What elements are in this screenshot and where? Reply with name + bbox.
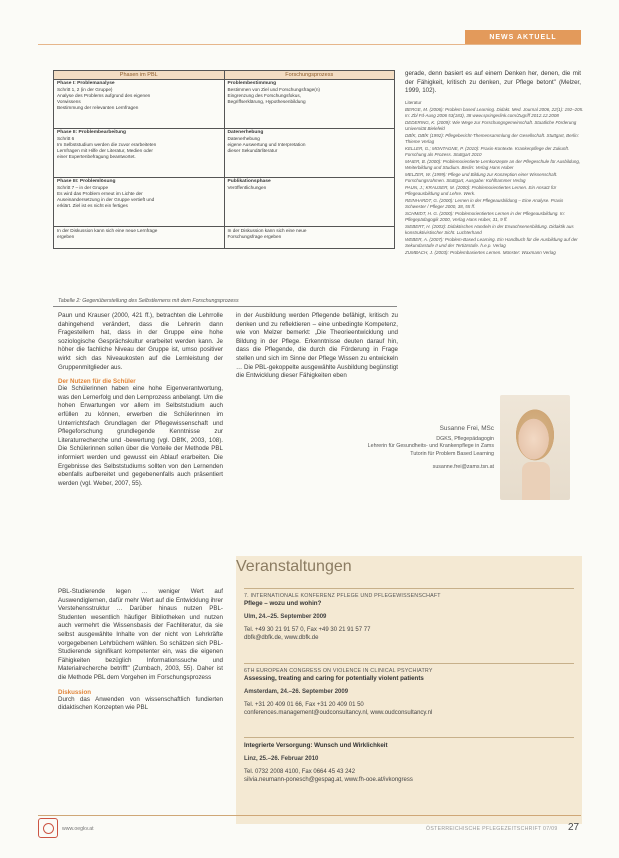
references-list <box>405 100 585 257</box>
table-row <box>54 227 395 249</box>
references-heading: Literatur <box>405 100 422 105</box>
event-item <box>244 668 574 717</box>
cell-title: Phase III: Problemlösung <box>57 179 116 184</box>
event-link[interactable]: dbfk@dbfk.de, www.dbfk.de <box>244 635 319 641</box>
reference-item: ZUMBACH, J. (2003): Problembasiertes Lernen. Münster: Waxmann Verlag <box>405 249 556 255</box>
section-heading: Diskussion <box>58 688 92 696</box>
event-subtitle: Assessing, treating and caring for potentially violent patients <box>244 675 424 682</box>
cell-line: In der Diskussion kann sich eine neue Lernfrage <box>57 228 158 233</box>
header-rule <box>38 44 581 45</box>
section-tag: NEWS AKTUELL <box>465 30 581 45</box>
table-col-header: Forschungsprozess <box>224 71 395 80</box>
cell-line: Lernfragen mit Hilfe der Literatur, Medien oder <box>57 148 153 154</box>
cell-line: ergeben <box>57 234 75 240</box>
events-divider <box>244 663 574 664</box>
cell-title: Problembestimmung <box>227 81 277 86</box>
cell-line: Bestimmen von Ziel und Forschungsfrage(n) <box>227 87 320 93</box>
footer-rule <box>38 815 581 816</box>
cell-title: Publikationsphase <box>227 179 271 184</box>
author-line: Lehrerin für Gesundheits- und Krankenpflege in Zams <box>367 443 494 450</box>
table-cell <box>54 178 225 227</box>
table-cell <box>224 80 395 129</box>
table-cell <box>54 80 225 129</box>
paragraph: Paun und Krauser (2000, 421 ff.), betrachten die Lehrrolle dahingehend verändert, dass die Lehrerin dann Fragestellern hat, dass in der Gruppe eine hohe soziologische Gesprächskultur erarbeitet werden kann. Je höher die fachliche Niveau der Gruppe ist, umso positiver wirkt sich das Niveaukosten auf die Lernleistung der Gruppenmitglieder aus. <box>58 312 223 371</box>
cell-line: erklärt. Ziel ist es nicht ein fertiges <box>57 203 128 209</box>
event-contact: Tel. +49 30 21 91 57 0, Fax +49 30 21 91 57 77 <box>244 627 371 633</box>
section-heading: Der Nutzen für die Schüler <box>58 378 136 386</box>
author-photo-shoulders <box>522 462 550 500</box>
event-contact: Tel. +31 20 409 01 66, Fax +31 20 409 01 50 <box>244 702 364 708</box>
cell-line: eigene Auswertung und Interpretation <box>227 142 306 148</box>
event-name: 7. INTERNATIONALE KONFERENZ PFLEGE UND PFLEGEWISSENSCHAFT <box>244 593 441 599</box>
reference-item: KELLER, G.; MONTAGNE, P. (2010): Praxis-Kontexte. Krankenpflege der Zukunft. Forschung als Prozess. Stuttgart 2010 <box>405 145 570 157</box>
event-subtitle: Pflege – wozu und wohin? <box>244 600 322 607</box>
event-name: 6TH EUROPEAN CONGRESS ON VIOLENCE IN CLINICAL PSYCHIATRY <box>244 668 433 674</box>
table-cell <box>54 227 225 249</box>
cell-line: dieser Sekundärliteratur <box>227 148 278 154</box>
events-title: Veranstaltungen <box>236 558 352 575</box>
table-cell <box>224 227 395 249</box>
event-date: Amsterdam, 24.–26. September 2009 <box>244 689 349 695</box>
reference-item: SCHMIDT, H. G. (2000): Problemorientiertes Lernen in der Pflegeausbildung. In: Pflegepädagogik 2000, Verlag Hans Huber, 31, 9 ff. <box>405 210 565 222</box>
event-item <box>244 593 574 642</box>
cell-line: Im Selbststudium werden die zuvor erarbeiteten <box>57 142 157 148</box>
cell-line: Veröffentlichungen <box>227 185 267 191</box>
table-caption: Tabelle 2: Gegenüberstellung des Selbstlernens mit dem Forschungsprozess <box>58 298 239 304</box>
table-cell <box>224 178 395 227</box>
paragraph: PBL-Studierende legen … weniger Wert auf Auswendiglernen, dafür mehr Wert auf die Entwicklung ihrer Verstehensstruktur … Darüber hinaus nutzen PBL-Studenten wesentlich häufiger Bibliotheken und nutzen auch vermehrt die Wissensbasis der Fachliteratur, da sie selbst ausgewählte Inhalte von der nicht von Lehrkräfte vorgegebenen Lehrbüchern wählen. So schätzen sich PBL-Studierende signifikant kompetenter ein, was die eigenen Fähigkeiten bezüglich Informationssuche und Materialrecherche betrifft" (Zumbach, 2003, 55). Daher ist die Methode PBL dem Vorgehen im Forschungsprozess <box>58 588 223 681</box>
caption-rule <box>53 306 397 307</box>
column-1 <box>58 312 223 488</box>
table-row <box>54 80 395 129</box>
paragraph: gerade, denn basiert es auf einem Denken her, denen, die mit der Fähigkeit, kritisch zu denken, zur Pflege betont" (Melzer, 1999, 102). <box>405 70 581 95</box>
event-date: Ulm, 24.–25. September 2009 <box>244 614 327 620</box>
event-link[interactable]: silvia.neumann-ponesch@gespag.at, www.fh-ooe.at/ivkongress <box>244 777 413 783</box>
column-3 <box>405 70 581 96</box>
page-number: 27 <box>568 822 580 833</box>
footer-url[interactable]: www.oegkv.at <box>62 826 94 832</box>
reference-item: DBfK, DBfK (1992): Pflegebericht-Themensammlung der Gesellschaft. Stuttgart, Berlin: Thieme Verlag <box>405 132 579 144</box>
event-date: Linz, 25.–26. Februar 2010 <box>244 756 319 762</box>
cell-line: Schritt 6 <box>57 136 75 142</box>
footer-journal: ÖSTERREICHISCHE PFLEGEZEITSCHRIFT 07/09 <box>426 826 558 832</box>
cell-line: Es wird das Problem erneut im Lichte der <box>57 191 143 197</box>
reference-item: MELZER, W. (1999): Pflege und Bildung zur Konzeption einer Wissenschaft. Forschungsrahmen. Stuttgart, Ausgabe: Kohlhammer Verlag <box>405 171 558 183</box>
table-row <box>54 178 395 227</box>
cell-title: Datenerhebung <box>227 130 264 135</box>
paragraph: in der Ausbildung werden Pflegende befähigt, kritisch zu denken und zu reflektieren – eine unbedingte Kompetenz, wie von Melzer bemerkt: „Die Theorieentwicklung und Bildung in der Pflege. Erkenntnisse deuten darauf hin, dass die Pflegende, die durch die Förderung in Frage stellen und sich im Sinne der Pflege Wissen zu entwickeln … Die PBL-gekoppelte ausgewählte Ausbildung begünstigt die Entwicklung dieser Fähigkeiten eben <box>236 312 398 380</box>
event-subtitle: Integrierte Versorgung: Wunsch und Wirklichkeit <box>244 742 388 749</box>
table-cell <box>224 129 395 178</box>
event-link[interactable]: conferences.management@oudconsultancy.nl, www.oudconsultancy.nl <box>244 710 433 716</box>
cell-line: Begriffserklärung, Hypothesenbildung <box>227 99 306 105</box>
table-cell <box>54 129 225 178</box>
cell-line: Datenerhebung <box>227 136 260 142</box>
cell-line: einer Expertenbefragung beantwortet. <box>57 154 136 160</box>
cell-line: Analyse des Problems aufgrund des eigenen <box>57 93 151 99</box>
table-header-row <box>54 71 395 80</box>
reference-item: WEBER, A. (2007): Problem-Based Learning. Ein Handbuch für die Ausbildung auf der Sekundarstufe II und der Tertiärstufe. h.e.p. Verlag <box>405 236 578 248</box>
author-name: Susanne Frei, MSc <box>439 425 494 432</box>
event-item <box>244 742 574 784</box>
reference-item: DEDERING, K. (2009): Wie Wege zur Forschungsgemeinschaft. Staatliche Förderung Universität Bielefeld <box>405 119 577 131</box>
paragraph: Durch das Anwenden von wissenschaftlich fundierten didaktischen Konzepten wie PBL <box>58 695 223 712</box>
cell-line: Schritt 7 – in der Gruppe <box>57 185 109 191</box>
cell-line: Eingrenzung des Forschungsfokus, <box>227 93 301 99</box>
author-email[interactable]: susanne.frei@zams.tsn.at <box>432 463 494 470</box>
author-line: Tutorin für Problem Based Learning <box>410 450 494 457</box>
table-col-header: Phasen im PBL <box>54 71 225 80</box>
paragraph: Die Schülerinnen haben eine hohe Eigenverantwortung, was den Lernerfolg und den Lernprozess anbelangt. Um die hohen Erwartungen vor allem im Selbststudium auch erfüllen zu können, erwerben die Schülerinnen im Unterrichtsfach Grundlagen der Pflegewissenschaft und Pflegeforschung grundlegende Kenntnisse zur Literaturrecherche und -bewertung (vgl. DBfK, 2003, 108). Die Schülerinnen sollen über die Vorteile der Methode PBL informiert werden und gewusst ein Ablauf erarbeiten. Die Ergebnisse des Selbststudiums sollten von den Lernenden ebenfalls aufbereitet und gegebenenfalls auch präsentiert werden (vgl. Weber, 2007, 55). <box>58 385 223 487</box>
cell-title: Phase I: Problemanalyse <box>57 81 115 86</box>
comparison-table <box>53 70 395 249</box>
author-info <box>248 425 494 471</box>
reference-item: REINHARDT, G. (2000): Lernen in der Pflegeausbildung – Eine Analyse. Praxis Schwester / Pfleger 2000, 38, 55 ff. <box>405 197 564 209</box>
reference-item: MAIER, B. (2000): Problemorientierte Lernkonzepte an der Pflegeschule für Ausbildung, Weiterbildung und Studium. Berlin: Verlag Hans Huber <box>405 158 581 170</box>
column-1-lower <box>58 588 223 713</box>
events-divider <box>244 737 574 738</box>
cell-line: Vorwissens <box>57 99 81 105</box>
reference-item: PAUN, J.; KRAUSER, M. (2000): Problemorientiertes Lernen. Ein Ansatz für Pflegeausbildung und Lehre. Werk. <box>405 184 557 196</box>
author-line: DGKS, Pflegepädagogin <box>436 436 494 443</box>
cell-line: Bestimmung der relevanten Lernfragen <box>57 105 139 111</box>
cell-line: In der Diskussion kann sich eine neue <box>227 228 307 233</box>
oegkv-logo-icon <box>38 818 58 838</box>
events-divider <box>244 588 574 589</box>
cell-line: Forschungsfrage ergeben <box>227 234 282 240</box>
cell-line: Schritt 1, 2 (in der Gruppe) <box>57 87 113 93</box>
table-row <box>54 129 395 178</box>
reference-item: BERGE, M. (2006): Problem based Learning. Didakt. Med. Journal 2006, 22(1): 192–205. In: Zbl Fd-Ausg 2006 53(183), 38 www.springerlink.com/Zugriff 2012.12.2008 <box>405 106 584 118</box>
column-2 <box>236 312 398 381</box>
cell-line: Auseinandersetzung in der Gruppe vertieft und <box>57 197 155 203</box>
reference-item: SIEBERT, H. (2003): Didaktisches Handeln in der Erwachsenenbildung. Didaktik aus konstruktivistischer Sicht. Luchterhand <box>405 223 574 235</box>
event-contact: Tel. 0732 2008 4100, Fax 0664 45 43 242 <box>244 769 356 775</box>
cell-title: Phase II: Problembearbeitung <box>57 130 127 135</box>
